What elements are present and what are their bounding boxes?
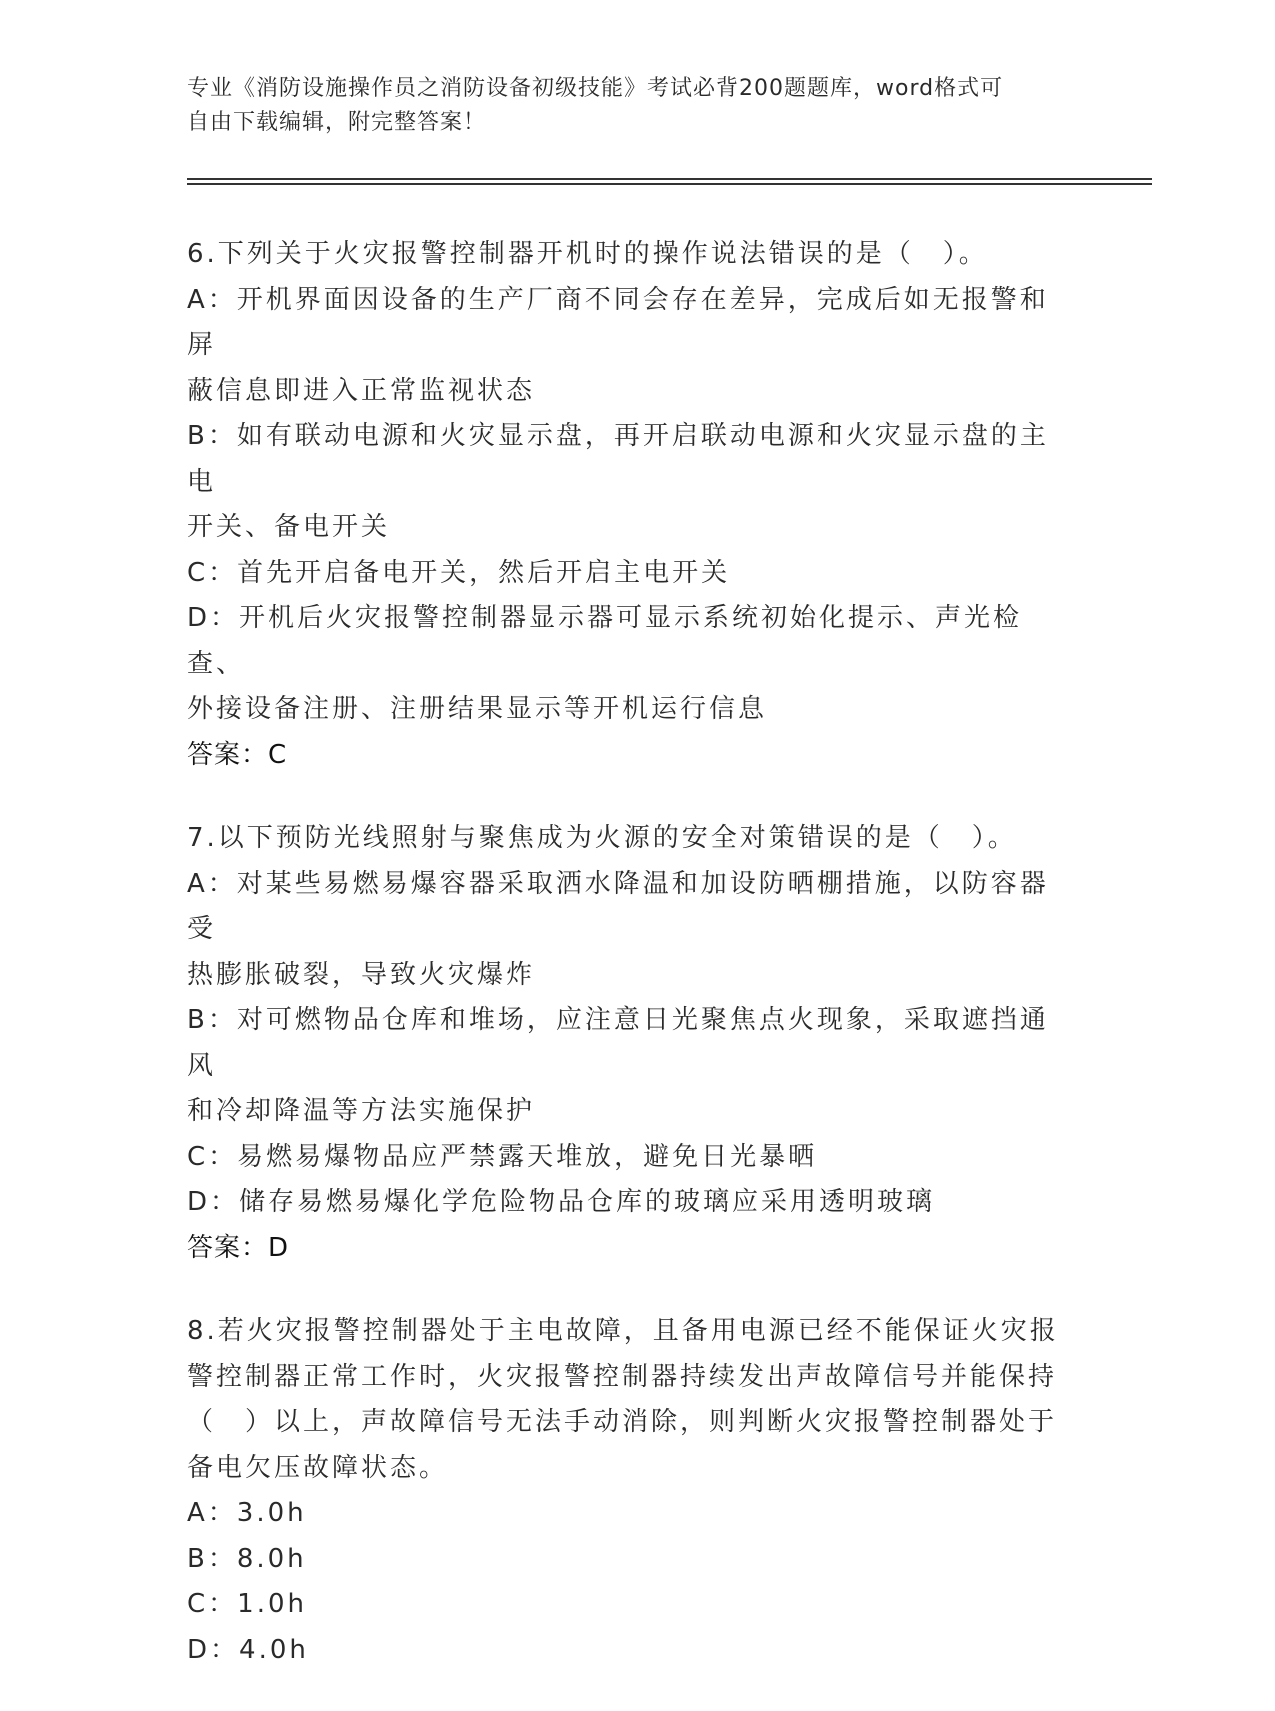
option-d <box>187 1628 1067 1674</box>
option-c <box>187 1135 1067 1181</box>
option-a <box>187 1491 1067 1537</box>
question-7 <box>187 816 1067 1271</box>
option-b <box>187 1537 1067 1583</box>
question-stem-line: 备电欠压故障状态。 <box>187 1452 449 1483</box>
option-d <box>187 596 1067 733</box>
option-text: C：首先开启备电开关，然后开启主电开关 <box>187 557 731 588</box>
question-8 <box>187 1309 1067 1673</box>
option-text: D：4.0h <box>187 1634 309 1665</box>
answer-line: 答案：D <box>187 1232 290 1263</box>
option-text: A：开机界面因设备的生产厂商不同会存在差异，完成后如无报警和屏 <box>187 284 1049 360</box>
option-a <box>187 278 1067 415</box>
option-text: B：8.0h <box>187 1543 307 1574</box>
option-d <box>187 1180 1067 1226</box>
question-list <box>187 232 1067 1711</box>
option-text: A：3.0h <box>187 1498 307 1528</box>
option-a <box>187 862 1067 999</box>
option-text: B：如有联动电源和火灾显示盘，再开启联动电源和火灾显示盘的主电 <box>187 421 1049 497</box>
option-text: 蔽信息即进入正常监视状态 <box>187 375 536 406</box>
question-stem-line: 警控制器正常工作时，火灾报警控制器持续发出声故障信号并能保持 <box>187 1361 1058 1392</box>
document-header <box>187 72 1067 140</box>
option-text: D：开机后火灾报警控制器显示器可显示系统初始化提示、声光检查、 <box>187 603 1023 679</box>
question-stem-line: 8.若火灾报警控制器处于主电故障，且备用电源已经不能保证火灾报 <box>187 1316 1059 1346</box>
option-text: 外接设备注册、注册结果显示等开机运行信息 <box>187 694 768 724</box>
header-divider-top <box>187 178 1152 180</box>
question-stem: 7.以下预防光线照射与聚焦成为火源的安全对策错误的是（ ）。 <box>187 823 1017 853</box>
option-text: 热膨胀破裂，导致火灾爆炸 <box>187 959 536 990</box>
option-text: C：易燃易爆物品应严禁露天堆放，避免日光暴晒 <box>187 1141 818 1172</box>
question-6 <box>187 232 1067 778</box>
question-stem: 6.下列关于火灾报警控制器开机时的操作说法错误的是（ ）。 <box>187 239 988 269</box>
option-c <box>187 1582 1067 1628</box>
option-b <box>187 414 1067 551</box>
header-title-line-2: 自由下载编辑，附完整答案！ <box>187 110 487 135</box>
option-text: C：1.0h <box>187 1589 307 1619</box>
option-text: 和冷却降温等方法实施保护 <box>187 1096 536 1126</box>
question-stem-line: （ ）以上，声故障信号无法手动消除，则判断火灾报警控制器处于 <box>187 1407 1058 1437</box>
answer-line: 答案：C <box>187 739 288 770</box>
header-divider-bottom <box>187 183 1152 185</box>
option-text: D：储存易燃易爆化学危险物品仓库的玻璃应采用透明玻璃 <box>187 1187 936 1217</box>
option-text: B：对可燃物品仓库和堆场，应注意日光聚焦点火现象，采取遮挡通风 <box>187 1005 1049 1081</box>
option-b <box>187 998 1067 1135</box>
option-text: 开关、备电开关 <box>187 512 391 542</box>
option-c <box>187 551 1067 597</box>
header-title-line-1: 专业《消防设施操作员之消防设备初级技能》考试必背200题题库，word格式可 <box>187 76 1004 101</box>
option-text: A：对某些易燃易爆容器采取洒水降温和加设防晒棚措施，以防容器受 <box>187 868 1049 944</box>
